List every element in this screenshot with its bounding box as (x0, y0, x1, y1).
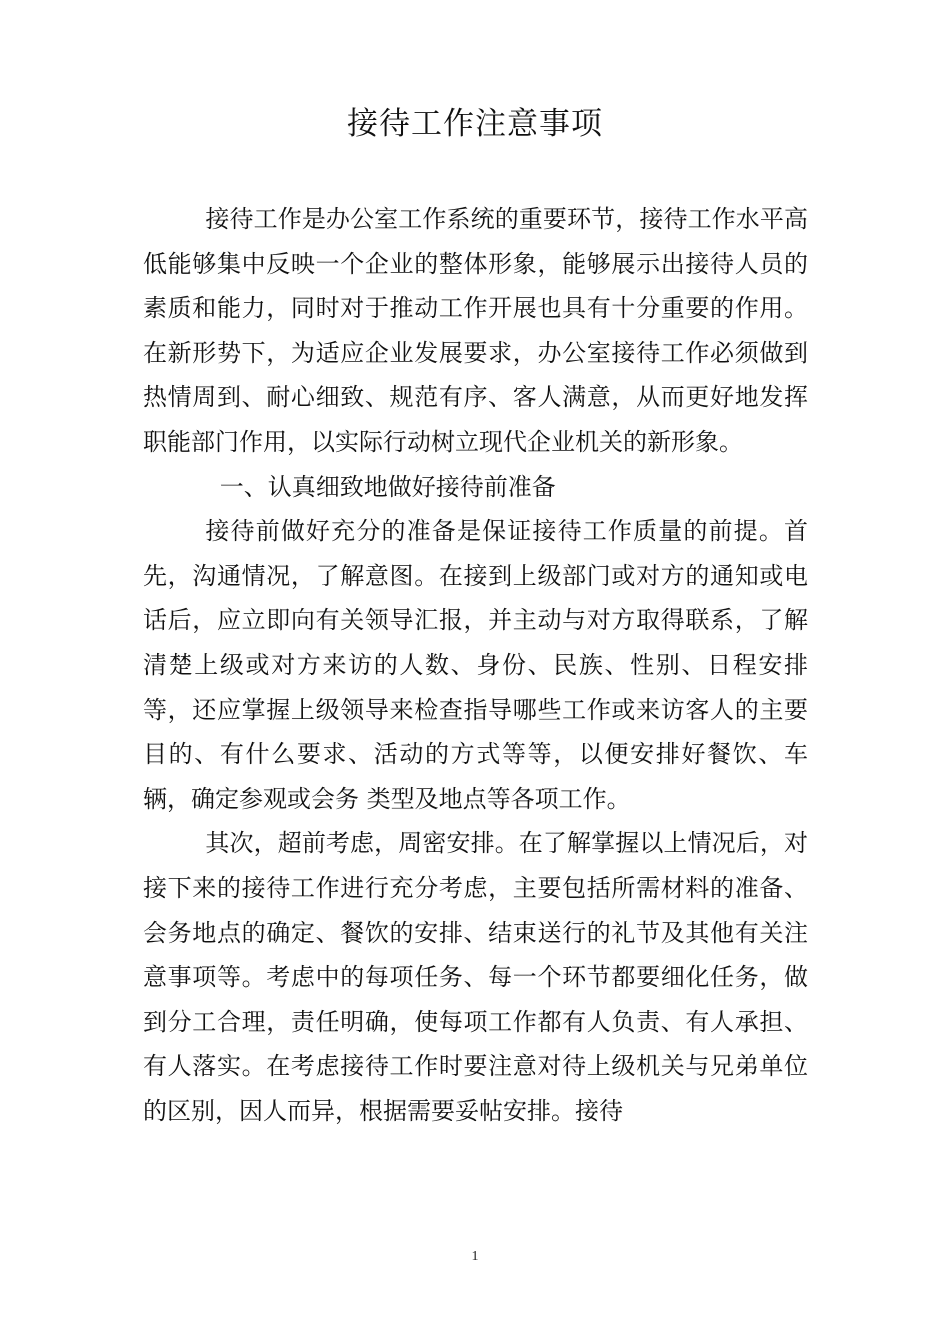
section-heading-1: 一、认真细致地做好接待前准备 (219, 472, 556, 501)
paragraph-planning: 其次，超前考虑，周密安排。在了解掌握以上情况后，对接下来的接待工作进行充分考虑，主要包括所需材料的准备、会务地点的确定、餐饮的安排、结束送行的礼节及其他有关注意事项等。考虑中的每项任务、每一个环节都要细化任务，做到分工合理，责任明确，使每项工作都有人负责、有人承担、有人落实。在考虑接待工作时要注意对待上级机关与兄弟单位的区别，因人而异，根据需要妥帖安排。接待 (143, 829, 808, 1125)
page-number: 1 (471, 1249, 479, 1264)
document-body (143, 197, 808, 1133)
document-title: 接待工作注意事项 (347, 106, 603, 142)
paragraph-intro: 接待工作是办公室工作系统的重要环节，接待工作水平高低能够集中反映一个企业的整体形象，能够展示出接待人员的素质和能力，同时对于推动工作开展也具有十分重要的作用。在新形势下，为适应企业发展要求，办公室接待工作必须做到热情周到、耐心细致、规范有序、客人满意，从而更好地发挥职能部门作用，以实际行动树立现代企业机关的新形象。 (143, 205, 808, 456)
paragraph-preparation: 接待前做好充分的准备是保证接待工作质量的前提。首先，沟通情况，了解意图。在接到上级部门或对方的通知或电话后，应立即向有关领导汇报，并主动与对方取得联系，了解清楚上级或对方来访的人数、身份、民族、性别、日程安排等，还应掌握上级领导来检查指导哪些工作或来访客人的主要目的、有什么要求、活动的方式等等，以便安排好餐饮、车辆，确定参观或会务 类型及地点等各项工作。 (143, 517, 808, 813)
